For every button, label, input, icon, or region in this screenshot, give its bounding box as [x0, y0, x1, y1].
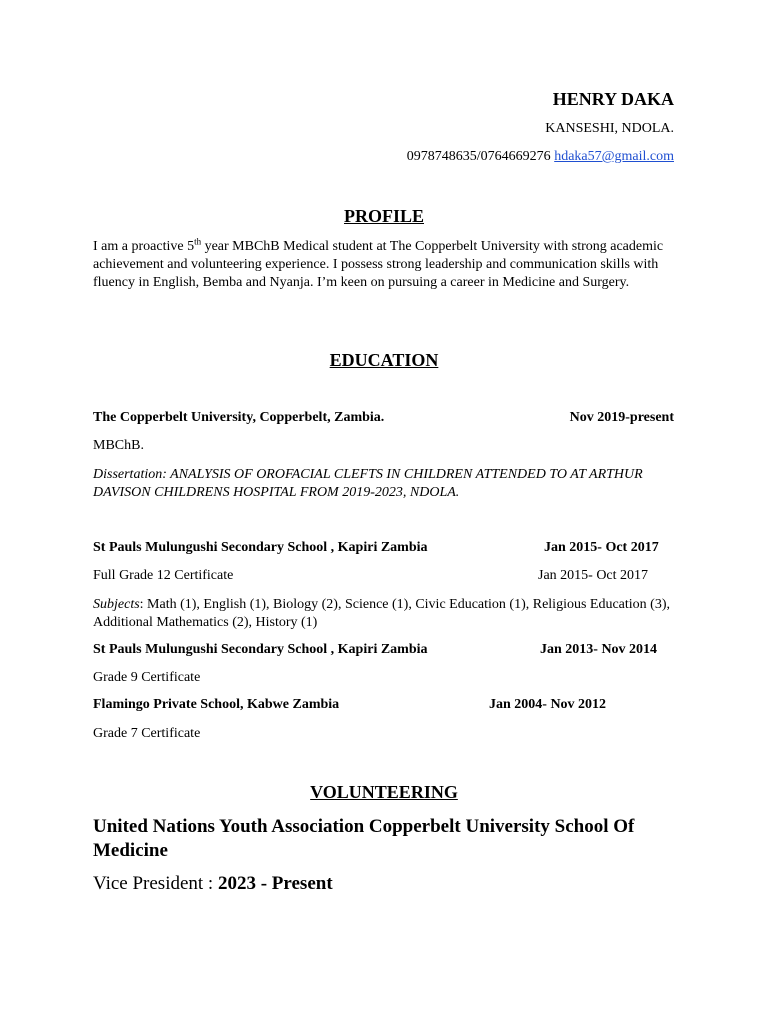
ordinal-suffix: th — [194, 236, 202, 247]
phone-numbers: 0978748635/0764669276 — [406, 149, 551, 164]
profile-paragraph: I am a proactive 5th year MBChB Medical student at The Copperbelt University with strong academic achievement and volunteering experience. I possess strong leadership and communication skills with fluency in English, Bemba and Nyanja. I’m keen on pursuing a career in Medicine and Surgery. — [93, 236, 664, 290]
volunteering-heading: VOLUNTEERING — [310, 782, 458, 802]
cbu-dissertation: Dissertation: ANALYSIS OF OROFACIAL CLEFTS IN CHILDREN ATTENDED TO AT ARTHUR DAVISON CHILDRENS HOSPITAL FROM 2019-2023, NDOLA. — [93, 467, 643, 500]
subjects-list: Subjects: Math (1), English (1), Biology (2), Science (1), Civic Education (1), Religious Education (3), Additional Mathematics (2), History (1) — [93, 597, 670, 630]
volunteer-role: Vice President : 2023 - Present — [93, 873, 333, 894]
grade7-certificate: Grade 7 Certificate — [93, 726, 201, 741]
volunteer-organization: United Nations Youth Association Copperbelt University School Of Medicine — [93, 816, 635, 861]
candidate-name: HENRY DAKA — [552, 89, 674, 109]
address: KANSESHI, NDOLA. — [545, 121, 674, 136]
contact-line — [407, 149, 674, 165]
education-heading: EDUCATION — [329, 350, 439, 370]
stpauls-grade9-institution: St Pauls Mulungushi Secondary School , Kapiri Zambia — [93, 642, 428, 657]
stpauls-grade9-date: Jan 2013- Nov 2014 — [540, 642, 658, 657]
grade12-date: Jan 2015- Oct 2017 — [538, 568, 649, 583]
cbu-date: Nov 2019-present — [569, 410, 674, 425]
flamingo-institution: Flamingo Private School, Kabwe Zambia — [93, 697, 340, 712]
stpauls-institution: St Pauls Mulungushi Secondary School , Kapiri Zambia — [93, 540, 428, 555]
grade12-certificate: Full Grade 12 Certificate — [93, 568, 234, 583]
cbu-institution: The Copperbelt University, Copperbelt, Zambia. — [93, 410, 385, 425]
flamingo-date: Jan 2004- Nov 2012 — [489, 697, 607, 712]
cbu-degree: MBChB. — [93, 438, 144, 453]
grade9-certificate: Grade 9 Certificate — [93, 670, 201, 685]
stpauls-date: Jan 2015- Oct 2017 — [544, 540, 659, 555]
email-link[interactable]: hdaka57@gmail.com — [554, 149, 674, 164]
profile-heading: PROFILE — [343, 206, 424, 226]
